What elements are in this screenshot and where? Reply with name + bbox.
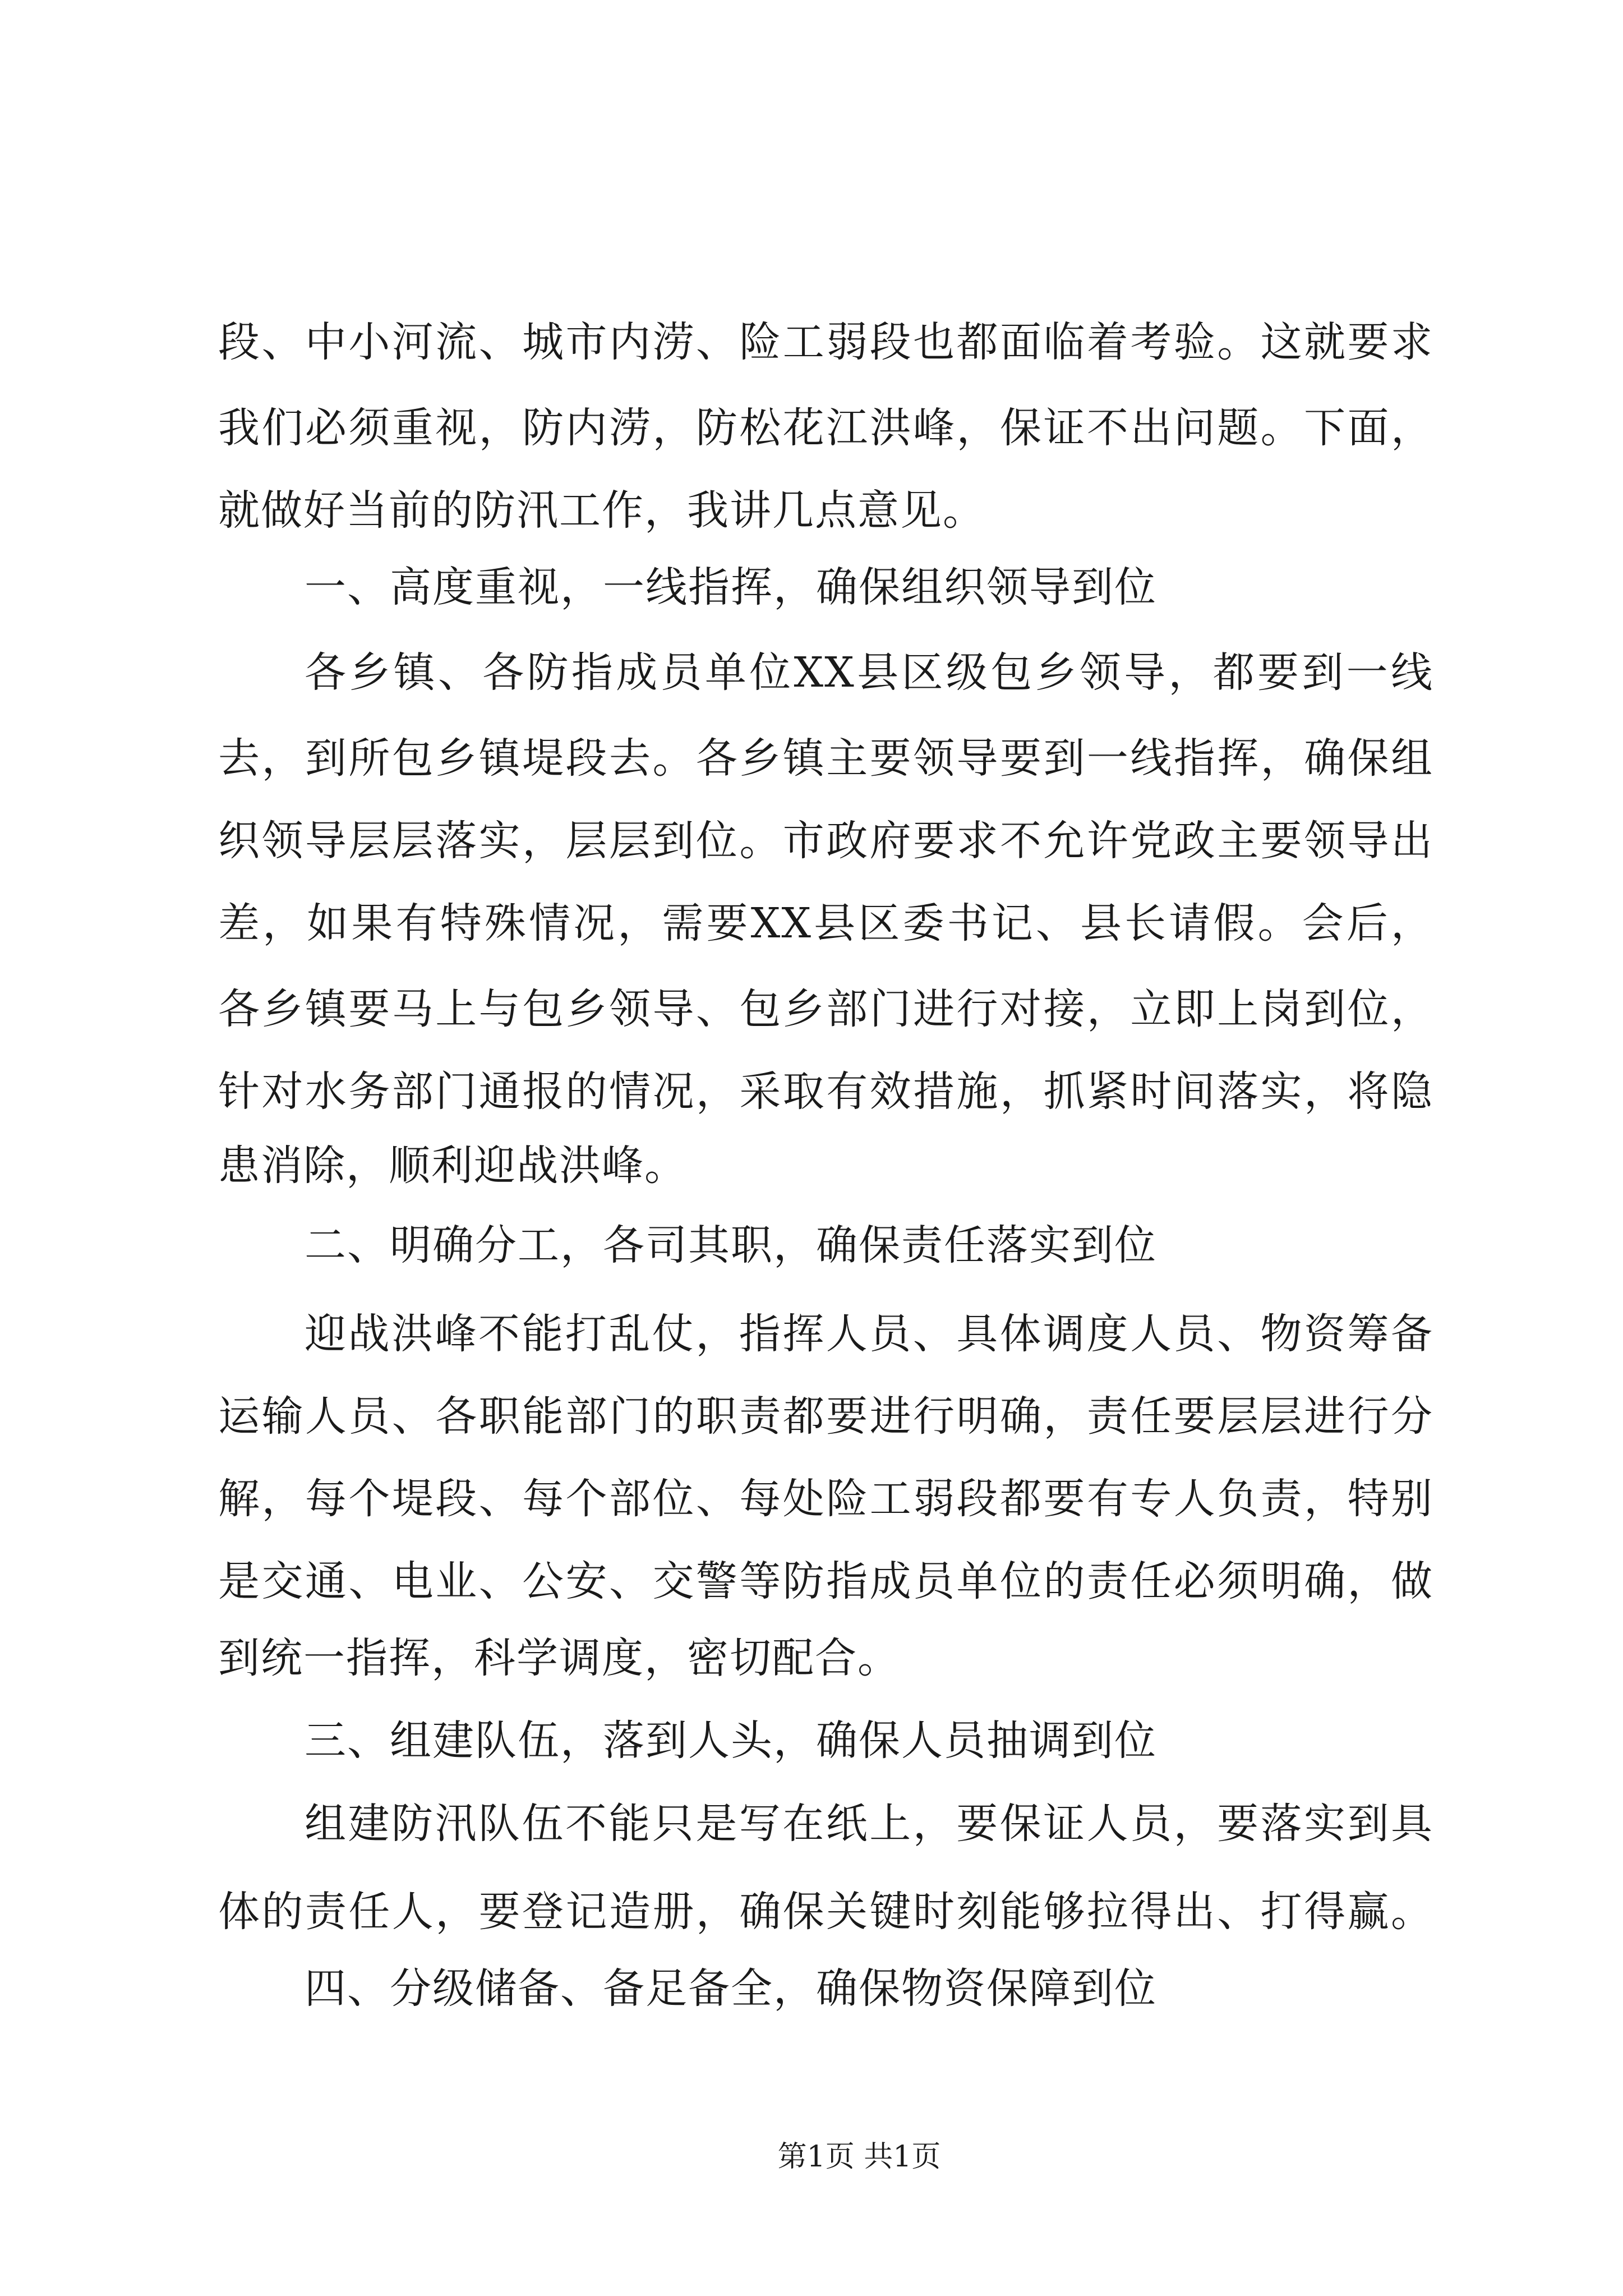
body-line: 运输人员、各职能部门的职责都要进行明确，责任要层层进行分 xyxy=(218,1392,1433,1441)
body-line: 针对水务部门通报的情况，采取有效措施，抓紧时间落实，将隐 xyxy=(218,1068,1433,1116)
body-line: 患消除，顺利迎战洪峰。 xyxy=(218,1142,687,1190)
body-line: 段、中小河流、城市内涝、险工弱段也都面临着考验。这就要求 xyxy=(218,318,1433,366)
body-line: 我们必须重视，防内涝，防松花江洪峰，保证不出问题。下面， xyxy=(218,404,1433,452)
body-line: 是交通、电业、公安、交警等防指成员单位的责任必须明确，做 xyxy=(218,1557,1433,1605)
section-heading: 二、明确分工，各司其职，确保责任落实到位 xyxy=(305,1221,1157,1269)
section-heading: 三、组建队伍，落到人头，确保人员抽调到位 xyxy=(305,1717,1157,1765)
page-number-footer: 第1页 共1页 xyxy=(777,2140,941,2174)
body-line: 织领导层层落实，层层到位。市政府要求不允许党政主要领导出 xyxy=(218,817,1433,865)
body-line: 各乡镇、各防指成员单位XX县区级包乡领导，都要到一线 xyxy=(305,648,1433,697)
body-line: 各乡镇要马上与包乡领导、包乡部门进行对接，立即上岗到位， xyxy=(218,985,1433,1033)
body-line: 迎战洪峰不能打乱仗，指挥人员、具体调度人员、物资筹备 xyxy=(305,1310,1433,1358)
section-heading: 一、高度重视，一线指挥，确保组织领导到位 xyxy=(305,563,1157,611)
body-line: 到统一指挥，科学调度，密切配合。 xyxy=(218,1634,900,1682)
body-line: 去，到所包乡镇堤段去。各乡镇主要领导要到一线指挥，确保组 xyxy=(218,734,1433,783)
section-heading: 四、分级储备、备足备全，确保物资保障到位 xyxy=(305,1964,1157,2013)
body-line: 就做好当前的防汛工作，我讲几点意见。 xyxy=(218,486,985,535)
body-line: 组建防汛队伍不能只是写在纸上，要保证人员，要落实到具 xyxy=(305,1800,1433,1848)
body-line: 解，每个堤段、每个部位、每处险工弱段都要有专人负责，特别 xyxy=(218,1475,1433,1523)
body-line: 差，如果有特殊情况，需要XX县区委书记、县长请假。会后， xyxy=(218,899,1433,947)
body-line: 体的责任人，要登记造册，确保关键时刻能够拉得出、打得赢。 xyxy=(218,1888,1433,1936)
